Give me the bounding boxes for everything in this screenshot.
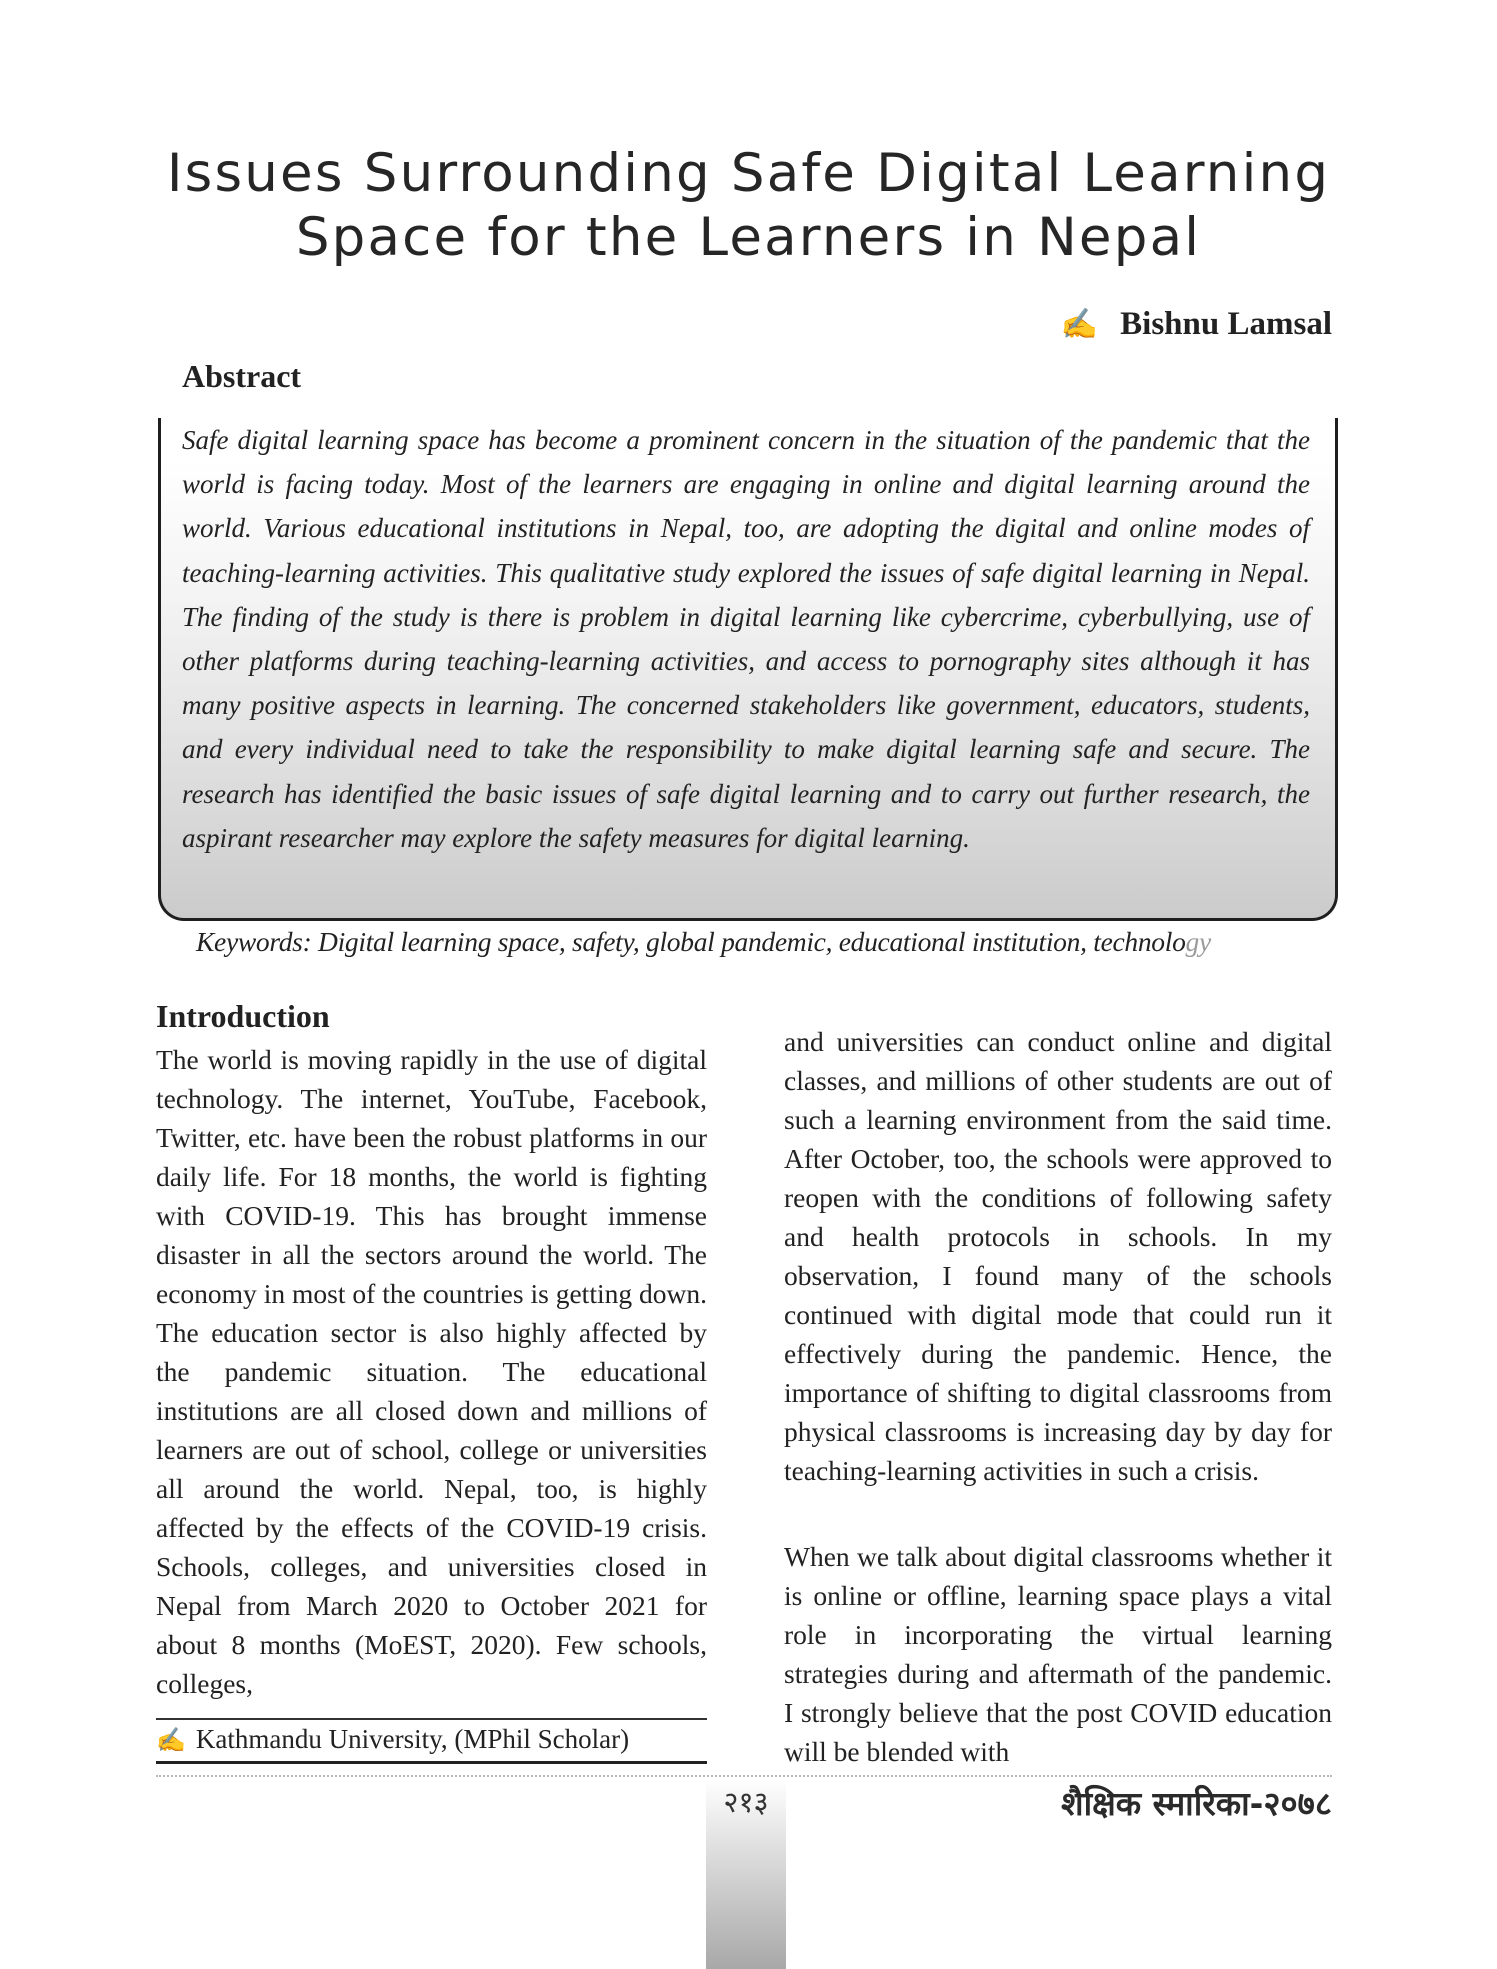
keywords-text-faded: gy — [1185, 926, 1211, 957]
author-byline — [1061, 306, 1332, 343]
author-name: Bishnu Lamsal — [1120, 306, 1332, 342]
introduction-right-paragraph-2: When we talk about digital classrooms whether it is online or offline, learning space plays a vital role in incorporating the virtual learning strategies during and aftermath of the pandemic. I strongly believe that the post COVID education will be blended with — [784, 1541, 1332, 1767]
introduction-right-paragraph-1: and universities can conduct online and digital classes, and millions of other students are out of such a learning environment from the said time. After October, too, the schools were approved to reopen with the conditions of following safety and health protocols in schools. In my observation, I found many of the schools continued with digital mode that could run it effectively during the pandemic. Hence, the importance of shifting to digital classrooms from physical classrooms is increasing day by day for teaching-learning activities in such a crisis. — [784, 1026, 1332, 1486]
author-affiliation-footnote — [156, 1724, 707, 1764]
writing-hand-icon: ✍ — [1060, 308, 1099, 341]
keywords-line — [196, 926, 1211, 958]
writing-hand-icon: ✍ — [156, 1728, 186, 1754]
page-number: २१३ — [723, 1785, 769, 1819]
journal-name: शैक्षिक स्मारिका-२०७८ — [1061, 1784, 1332, 1823]
introduction-heading: Introduction — [156, 998, 330, 1034]
abstract-text: Safe digital learning space has become a prominent concern in the situation of the pandemic that the world is facing today. Most of the learners are engaging in online and digital learning around the world. Various educational institutions in Nepal, too, are adopting the digital and online modes of teaching-learning activities. This qualitative study explored the issues of safe digital learning in Nepal. The finding of the study is there is problem in digital learning like cybercrime, cyberbullying, use of other platforms during teaching-learning activities, and access to pornography sites although it has many positive aspects in learning. The concerned stakeholders like government, educators, students, and every individual need to take the responsibility to make digital learning safe and secure. The research has identified the basic issues of safe digital learning and to carry out further research, the aspirant researcher may explore the safety measures for digital learning. — [182, 425, 1310, 853]
footnote-text: Kathmandu University, (MPhil Scholar) — [195, 1724, 630, 1754]
introduction-left-column: The world is moving rapidly in the use of digital technology. The internet, YouTube, Facebook, Twitter, etc. have been the robust platforms in our daily life. For 18 months, the world is fighting with COVID-19. This has brought immense disaster in all the sectors around the world. The economy in most of the countries is getting down. The education sector is also highly affected by the pandemic situation. The educational institutions are all closed down and millions of learners are out of school, college or universities all around the world. Nepal, too, is highly affected by the effects of the COVID-19 crisis. Schools, colleges, and universities closed in Nepal from March 2020 to October 2021 for about 8 months (MoEST, 2020). Few schools, colleges, — [156, 1044, 707, 1699]
article-title-line-2: Space for the Learners in Nepal — [295, 207, 1202, 268]
article-title-line-1: Issues Surrounding Safe Digital Learning — [166, 143, 1331, 204]
article-title — [120, 142, 1377, 270]
footnote-divider — [156, 1718, 707, 1720]
footer-divider — [156, 1775, 1332, 1777]
keywords-text: Keywords: Digital learning space, safety, global pandemic, educational institution, technolo — [196, 926, 1186, 957]
abstract-heading: Abstract — [182, 358, 302, 394]
